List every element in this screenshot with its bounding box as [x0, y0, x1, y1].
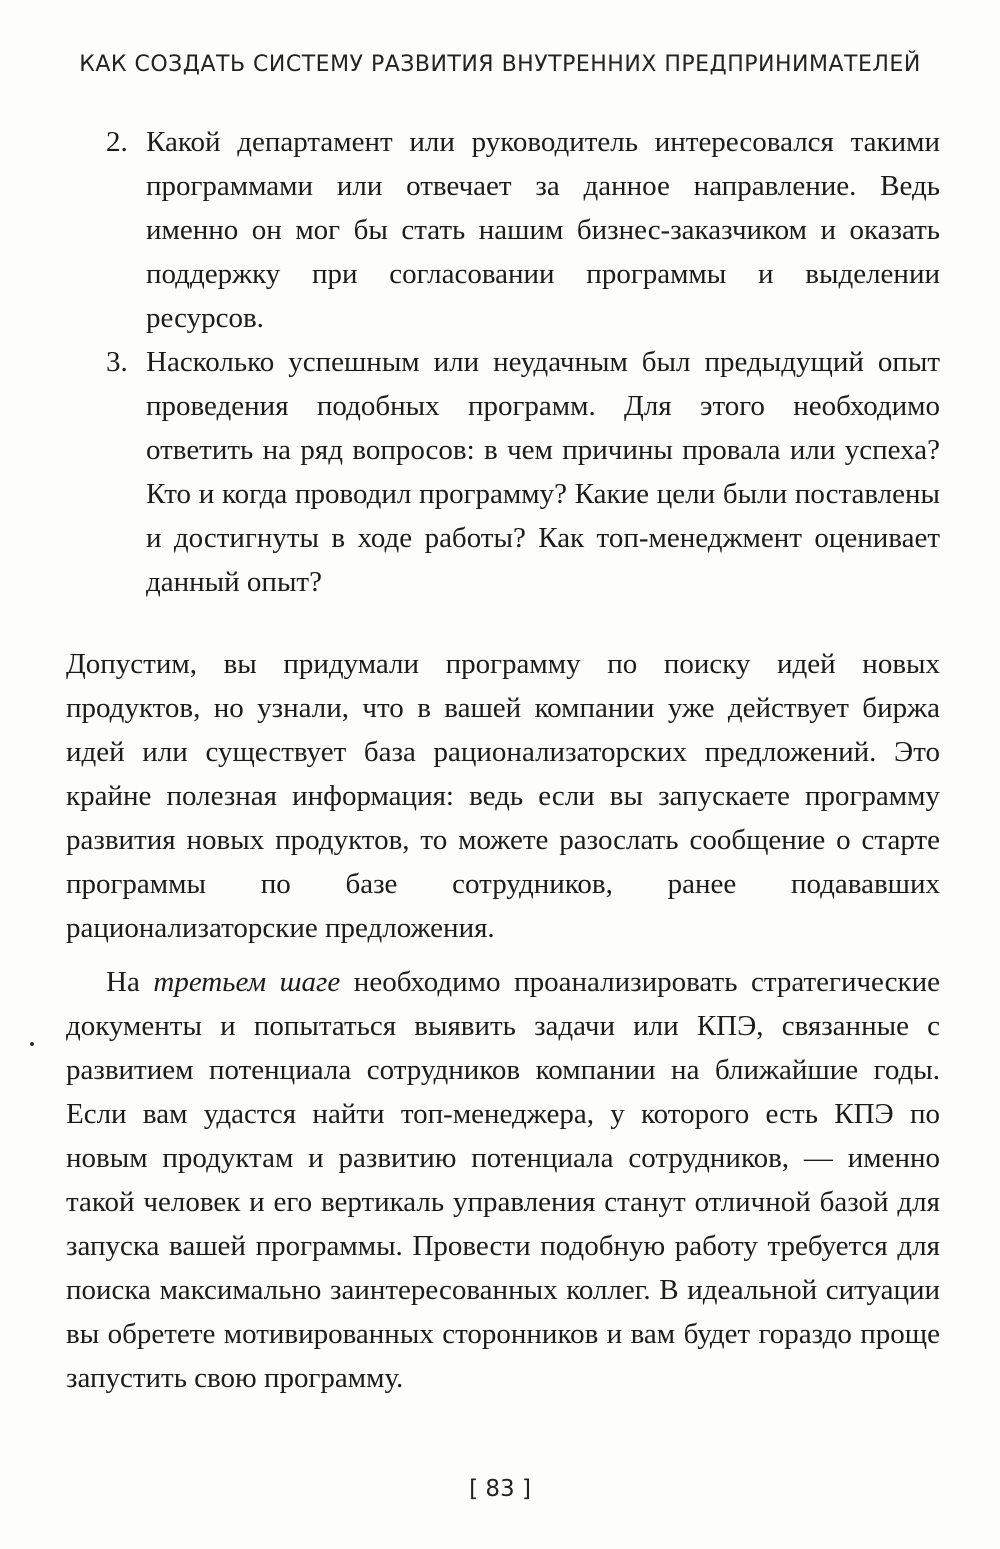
- list-item-number: 3.: [106, 346, 128, 378]
- running-head: КАК СОЗДАТЬ СИСТЕМУ РАЗВИТИЯ ВНУТРЕННИХ ПРЕДПРИНИМАТЕЛЕЙ: [79, 52, 921, 77]
- emphasized-term: третьем шаге: [153, 966, 341, 998]
- list-item: [66, 120, 940, 340]
- paragraph: [66, 960, 940, 1400]
- page-number: [ 83 ]: [469, 1476, 531, 1502]
- print-speck: [30, 1042, 34, 1046]
- list-item-text: Какой департамент или руководитель интересовался такими программами или отвечает за данное направление. Ведь именно он мог бы стать нашим бизнес-заказчиком и оказать поддержку при согласовании программы и выделении ресурсов.: [146, 126, 940, 334]
- paragraph-rest: необходимо проанализировать стратегические документы и попытаться выявить задачи или КПЭ, связанные с развитием потенциала сотрудников компании на ближайшие годы. Если вам удастся найти топ-менеджера, у которого есть КПЭ по новым продуктам и развитию потенциала сотрудников, — именно такой человек и его вертикаль управления станут отличной базой для запуска вашей программы. Провести подобную работу требуется для поиска максимально заинтересованных коллег. В идеальной ситуации вы обретете мотивированных сторонников и вам будет гораздо проще запустить свою программу.: [66, 966, 940, 1394]
- paragraph-lead: На: [106, 966, 154, 998]
- list-item-text: Насколько успешным или неудачным был предыдущий опыт проведения подобных программ. Для этого необходимо ответить на ряд вопросов: в чем причины провала или успеха? Кто и когда проводил программу? Какие цели были поставлены и достигнуты в ходе работы? Как топ-менеджмент оценивает данный опыт?: [146, 346, 940, 598]
- numbered-list: [66, 120, 940, 604]
- list-item: [66, 340, 940, 604]
- paragraph: Допустим, вы придумали программу по поиску идей новых продуктов, но узнали, что в вашей компании уже действует биржа идей или существует база рационализаторских предложений. Это крайне полезная информация: ведь если вы запускаете программу развития новых продуктов, то можете разослать сообщение о старте программы по базе сотрудников, ранее подававших рационализаторские предложения.: [66, 648, 940, 944]
- list-item-number: 2.: [106, 126, 128, 158]
- body-text: [66, 120, 940, 1400]
